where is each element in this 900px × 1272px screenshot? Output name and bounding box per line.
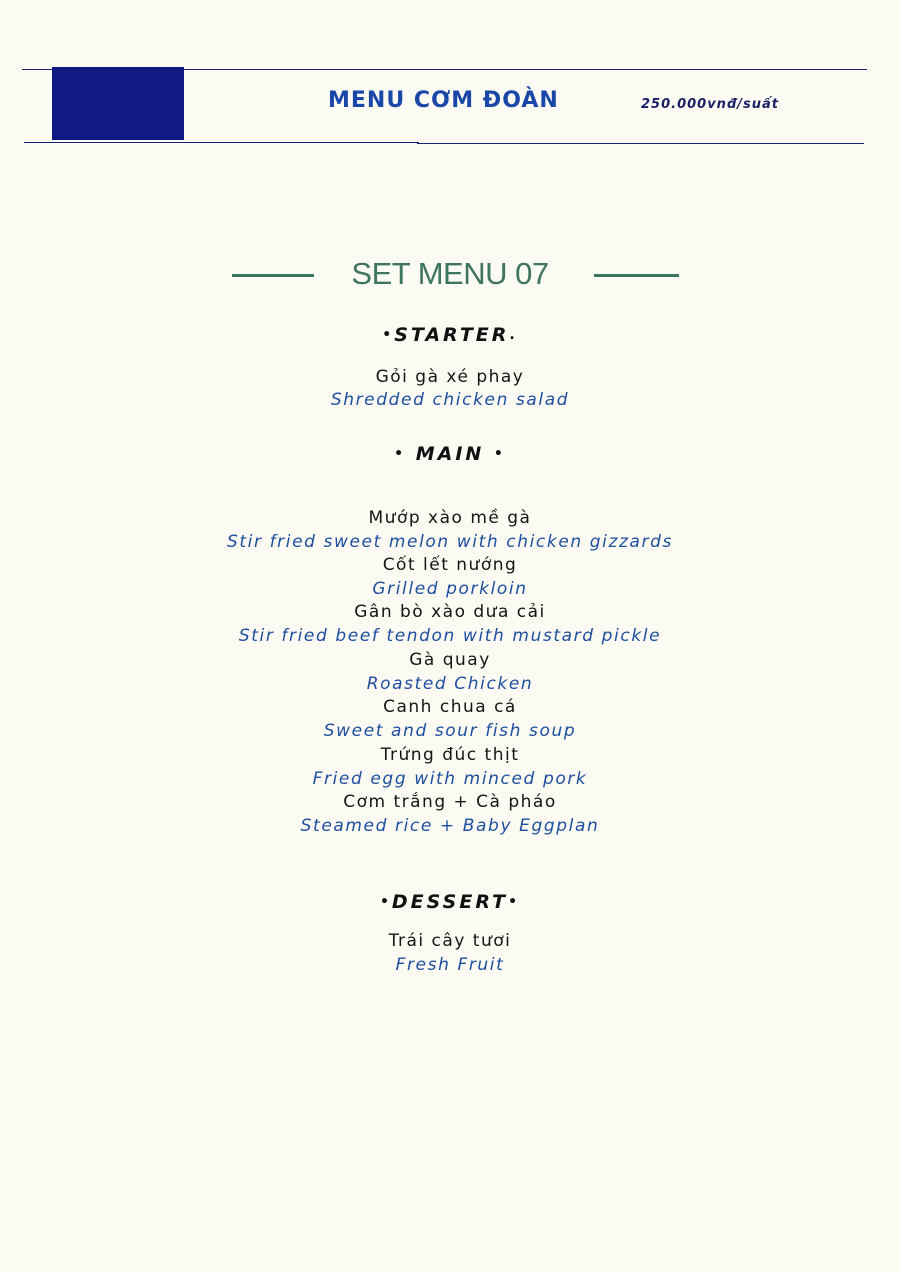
main-item-vi: Cốt lết nướng [382,555,518,575]
starter-dot-left: • [382,327,395,343]
main-item-vi: Trứng đúc thịt [380,745,520,765]
starter-item-en: Shredded chicken salad [330,390,570,410]
main-dot-left: • [394,446,407,462]
main-item-vi: Cơm trắng + Cà pháo [343,792,557,812]
dessert-item-en: Fresh Fruit [395,955,505,975]
main-item-vi: Canh chua cá [383,697,517,717]
menu-title: MENU CƠM ĐOÀN [328,88,559,113]
starter-heading [0,324,900,346]
main-item-en: Stir fried beef tendon with mustard pickle [238,626,662,646]
header-bottom-rule-left [24,142,419,143]
main-item-vi: Gà quay [409,650,491,670]
dessert-heading-label: DESSERT [391,891,509,913]
dessert-heading [0,891,900,913]
main-heading [0,443,900,465]
starter-item-vi: Gỏi gà xé phay [375,367,525,387]
main-heading-label: MAIN [415,443,485,465]
main-item-en: Stir fried sweet melon with chicken gizzards [227,532,673,552]
main-item-en: Fried egg with minced pork [312,769,588,789]
main-item-en: Sweet and sour fish soup [323,721,577,741]
menu-price: 250.000vnđ/suất [641,97,779,112]
main-item-vi: Mướp xào mề gà [368,508,532,528]
main-item-en: Roasted Chicken [366,674,534,694]
set-title: SET MENU 07 [351,256,549,291]
main-item-vi: Gân bò xào dưa cải [354,602,546,622]
header-bottom-rule-right [417,143,864,144]
starter-dot-right: . [509,327,518,343]
main-item-en: Grilled porkloin [372,579,528,599]
main-dot-right: • [493,446,506,462]
starter-heading-label: STARTER [394,324,510,346]
dessert-dot-right: • [508,894,521,910]
set-title-row [0,252,900,298]
header-logo-block [52,67,184,140]
set-title-rule-right [594,274,679,277]
dessert-dot-left: • [379,894,392,910]
dessert-item-vi: Trái cây tươi [388,931,512,951]
main-item-en: Steamed rice + Baby Eggplan [300,816,600,836]
